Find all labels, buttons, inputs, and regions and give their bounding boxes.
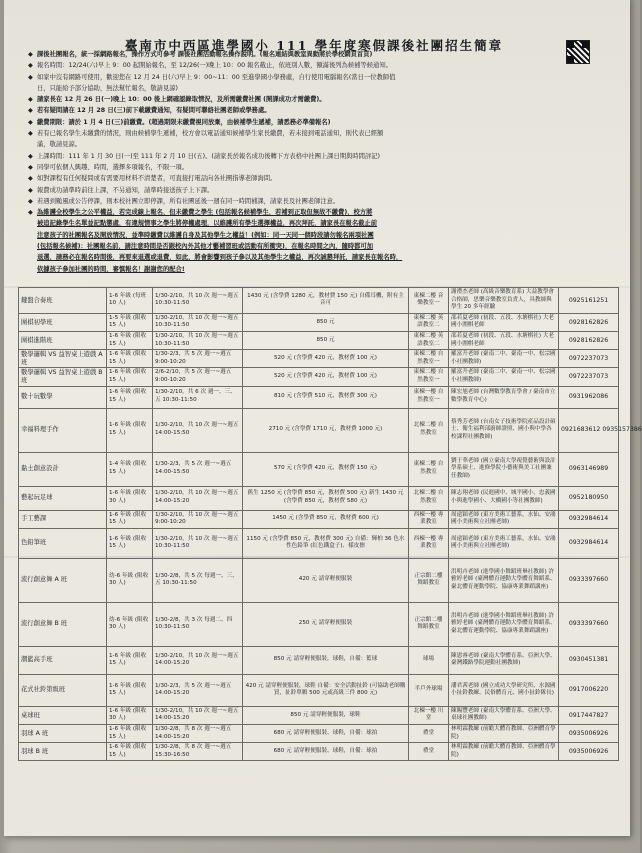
club-teacher: 陳賜豐老師 (臺南大學體育系、亞洲大學、桌球社團教師) <box>449 706 559 724</box>
club-schedule: 1/30-2/8，共 5 次 每週一、三、五 10:30-11:50 <box>153 558 243 602</box>
club-name: 色鉛筆班 <box>19 528 107 558</box>
club-name: 數學邏輯 VS 益智桌上遊戲 B 班 <box>19 368 107 386</box>
club-teacher: 林明霖教練 (前瞻大體育教師、亞洲體育學院) <box>449 743 559 761</box>
club-phone: 0930451381 <box>559 646 619 674</box>
club-name: 潮籃高手班 <box>19 646 107 674</box>
bullet-icon: ◆ <box>28 175 33 183</box>
club-schedule: 1/30-2/10，共 10 次 週一~週五 10:30-11:50 <box>153 288 243 314</box>
club-table <box>18 287 642 761</box>
club-phone: 0917006220 <box>559 674 619 706</box>
notice-item: ◆ 同學可依個人興趣、時間，選擇多項報名，不限一項。 <box>28 162 588 173</box>
table-row <box>19 706 619 724</box>
bullet-icon: ◆ <box>28 209 33 217</box>
club-grade: 1-6 年級 (每班 10 人) <box>107 288 153 314</box>
club-phone: 0935006926 <box>559 743 619 761</box>
club-grade: 1-6 年級 (限收 15 人) <box>107 724 153 742</box>
table-row <box>19 288 619 314</box>
club-phone: 0933397660 <box>559 602 619 646</box>
club-grade: 1-6 年級 (限收 15 人) <box>107 646 153 674</box>
club-name: 黏土創意設計 <box>19 452 107 486</box>
club-room: 東棟二樓 自然教室一 <box>409 368 449 386</box>
club-name: 數十玩數學 <box>19 386 107 408</box>
club-name: 圍棋初學班 <box>19 313 107 331</box>
table-row <box>19 386 619 408</box>
table-row <box>19 486 619 510</box>
club-name: 桌球班 <box>19 706 107 724</box>
club-fee: 850 元 <box>243 331 409 349</box>
club-schedule: 1/30-2/10，共 10 次 週一~週五 14:00-15:20 <box>153 706 243 724</box>
club-schedule: 1/30-2/3，共 5 次 週一~週五 14:00-15:20 <box>153 674 243 706</box>
notice-item: ◆ 課後社團報名，統一採網路報名，操作方式可參考 課後社團活動報名操作說明。(報名連結與教室異動將於學校網頁首頁) <box>28 49 588 60</box>
club-schedule: 1/30-2/8，共 8 次 週一~週五 15:30-16:50 <box>153 743 243 761</box>
club-phone: 0935006926 <box>559 724 619 742</box>
table-row <box>19 313 619 331</box>
club-grade: 1-6 年級 (限收 15 人) <box>107 510 153 528</box>
table-row <box>19 452 619 486</box>
club-fee: 2710 元 (含學費 1710 元，教材費 1000 元) <box>243 408 409 452</box>
club-grade: 1-6 年級 (限收 15 人) <box>107 408 153 452</box>
club-phone: 0931962086 <box>559 386 619 408</box>
club-teacher: 潘君茜老師 (國立成功大學研究所、水源國小扯鈴教練、民俗體育元、國小扯鈴隊長) <box>449 674 559 706</box>
club-grade: 1-6 年級 (限收 30 人) <box>107 486 153 510</box>
club-phone: 0932984614 <box>559 528 619 558</box>
club-phone: 0928162826 <box>559 313 619 331</box>
notice-item: ◆ 如對課程有任何疑問或有需要用材料不清楚者，可直接打電話向各社團指導老師詢問。 <box>28 173 588 184</box>
notice-item: 日，只能給予部分協助，無法幫忙報名，敬請見諒) <box>37 84 178 92</box>
club-teacher: 周遠穎老師 (東方美術工藝系，水仙、安鴻國小美術與立社團老師) <box>449 528 559 558</box>
club-grade: 1-6 年級 (限收 15 人) <box>107 368 153 386</box>
notice-item: 依據孩子參加社團的時間，審慎報名！謝謝您的配合! <box>37 265 185 273</box>
club-schedule: 1/30-2/10，共 6 次 週一、三、五 10:30-11:50 <box>153 386 243 408</box>
club-grade: 1-6 年級 (限收 15 人) <box>107 528 153 558</box>
flyer-paper <box>4 0 642 836</box>
club-teacher: 陳恩睿老師 (臺南大學體育系、亞洲大學、臺灣鐵路學院運動社團教師) <box>449 646 559 674</box>
club-room: 正宗館二樓 舞蹈教室 <box>409 602 449 646</box>
table-row <box>19 724 619 742</box>
club-phone: 0921683612 0935157386 <box>559 408 619 452</box>
club-teacher: 劉于華老師 (國立臺南大學視覺藝術與設計學系碩士、進修學院小藝術與美工社團兼任教師) <box>449 452 559 486</box>
notice-item: (包括報名候補)：社團報名前，請注意時間是否跟校內外其他才藝補習班或活動有所衝突)，在報名時間之內，隨時都可加 <box>37 243 374 251</box>
club-name: 流行創意舞 B 班 <box>19 602 107 646</box>
table-row <box>19 408 619 452</box>
notice-item: ◆ 上課時間：111 年 1 月 30 日(一)至 111 年 2 月 10 日(五)。(請家長於報名成功後轉下方表格中社團上課日期與時間評記) <box>28 151 588 162</box>
bullet-icon: ◆ <box>28 130 33 138</box>
club-fee: 570 元 (含學費 420 元，教材費 150 元) <box>243 452 409 486</box>
club-teacher: 羅富升老師 (臺南二中、臺南一中、松宗國小社團教師) <box>449 368 559 386</box>
club-phone: 0972237073 <box>559 350 619 368</box>
club-room: 半戶外球場 <box>409 674 449 706</box>
club-phone: 0933397660 <box>559 558 619 602</box>
club-name: 流行創意舞 A 班 <box>19 558 107 602</box>
club-phone: 0925161251 <box>559 288 619 314</box>
table-row <box>19 350 619 368</box>
club-schedule: 1/30-2/3，共 5 次 週一~週五 14:00-15:50 <box>153 452 243 486</box>
club-room: 東棟二樓 英語教室二 <box>409 331 449 349</box>
notice-item: ◆ 為維護全校學生之公平權益，若完成線上報名，但未繳費之學生 (包括報名候補學生，若補到正取但無故不繳費)，校方將 <box>28 207 588 218</box>
club-phone: 0932984614 <box>559 510 619 528</box>
notice-item: ◆ 若遇到颱風或公告停課，則本校社團立即停課，所有社團延後一週在同一時間補課，請家長及社團老師注意。 <box>28 196 588 207</box>
club-fee: 810 元 (含學費 510 元，教材費 300 元) <box>243 386 409 408</box>
club-schedule: 2/6-2/10，共 5 次 週一~週五 9:00-10:20 <box>153 368 243 386</box>
table-row <box>19 331 619 349</box>
notice-item: ◆ 請家長在 12 月 26 日(一)晚上 10：00 後上網確認錄取情況，及所需繳費社團 (開課成功才需繳費)。 <box>28 94 588 105</box>
club-fee: 520 元 (含學費 420 元，教材費 100 元) <box>243 368 409 386</box>
bullet-icon: ◆ <box>28 186 33 194</box>
club-grade: 1-4 年級 (限收 15 人) <box>107 452 153 486</box>
club-name: 花式社鈴第級班 <box>19 674 107 706</box>
club-fee: 850 元 請穿輕便服裝，球鞋，自備：籃球 <box>243 646 409 674</box>
club-table-body <box>19 288 642 761</box>
club-name: 數學邏輯 VS 益智桌上遊戲 A 班 <box>19 350 107 368</box>
club-room: 東棟二樓 自然教室 <box>409 452 449 486</box>
club-schedule: 1/30-2/10，共 10 次 週一~週五 10:30-11:50 <box>153 313 243 331</box>
table-row <box>19 674 619 706</box>
club-schedule: 1/30-2/10，共 10 次 週一~週五 9:00-10:20 <box>153 510 243 528</box>
club-schedule: 1/30-2/10，共 10 次 週一~週五 14:00-15:50 <box>153 408 243 452</box>
bullet-icon: ◆ <box>28 96 33 104</box>
club-teacher: 蔡秀芳老師 (台南女子技術學院產品設計碩士、衛生福利部廚師證照、國小與中學各校課程社團教師) <box>449 408 559 452</box>
club-fee: 420 元 請穿輕便服裝 <box>243 558 409 602</box>
table-row <box>19 602 619 646</box>
notice-item: 退選，請務必在報名時間後，再要來退選或退費，如此，將會影響到孩子參以及其他學生之權益，再次誠懇拜託，請家長在報名時， <box>37 254 403 262</box>
club-room: 正宗館二樓 舞蹈教室 <box>409 558 449 602</box>
club-room: 東棟二樓 自然教室一 <box>409 350 449 368</box>
club-teacher: 羅富升老師 (臺南二中、臺南一中、松宗國小社團教師) <box>449 350 559 368</box>
club-teacher: 林明霖教練 (前瞻大體育教師、亞洲體育學院) <box>449 724 559 742</box>
club-fee: 1450 元 (含學費 850 元，教材費 600 元) <box>243 510 409 528</box>
club-teacher: 周遠穎老師 (東方美術工藝系，水仙、安鴻國小美術與立社團老師) <box>449 510 559 528</box>
club-schedule: 1/30-2/8，共 8 次 週一~週五 14:00-15:20 <box>153 724 243 742</box>
club-room: 北棟二樓 自然教室 <box>409 408 449 452</box>
club-grade: 1-6 年級 (限收 15 人) <box>107 743 153 761</box>
club-room: 禮堂 <box>409 724 449 742</box>
club-teacher: 陳志翔老師 (民進國中、城平國小、忠義國小與進學國小、大橋國小等社團教師) <box>449 486 559 510</box>
club-room: 西棟一樓 專業教室 <box>409 510 449 528</box>
bullet-icon: ◆ <box>28 62 33 70</box>
club-teacher: 邵若夏老師 (初段、五段、水塘棋社) 大老國小圍棋老師 <box>449 331 559 349</box>
club-teacher: 邵若夏老師 (初段、五段、水塘棋社) 大老國小圍棋老師 <box>449 313 559 331</box>
club-phone: 0963146989 <box>559 452 619 486</box>
club-fee: 舊生 1250 元 (含學費 850 元，教材費 500 元) 新生 1430 元 (含學費 850 元，教材費 580 元) <box>243 486 409 510</box>
notice-item: ◆ 如家中沒有網路可使用，歡迎您在 12 月 24 日(六)早上 9：00~11：00 至進學國小學務處，自行使用電腦報名(當日一位教師值 <box>28 72 588 83</box>
bullet-icon: ◆ <box>28 163 33 171</box>
notice-item: ◆ 繳費期限：請於 1 月 4 日(三)前繳費。(超過期限未繳費視同放棄，由候補學生遞補，請悉務必準備報名) <box>28 117 588 128</box>
club-fee: 850 元 <box>243 313 409 331</box>
club-room: 北棟二樓 自然教室 <box>409 486 449 510</box>
table-row <box>19 528 619 558</box>
club-grade: 1-6 年級 (限收 15 人) <box>107 386 153 408</box>
bullet-icon: ◆ <box>28 118 33 126</box>
club-room: 東棟二樓 英語教室二 <box>409 313 449 331</box>
club-schedule: 1/30-2/10，共 10 次 週一~週五 10:30-11:50 <box>153 331 243 349</box>
notice-item: ◆ 報費成功請準時前往上課，不另通知，請準時接送孩子上下課。 <box>28 185 588 196</box>
club-grade: 1-6 年級 (限收 15 人) <box>107 674 153 706</box>
bullet-icon: ◆ <box>28 73 33 81</box>
club-room: 北棟一樓 川堂 <box>409 706 449 724</box>
bullet-icon: ◆ <box>28 51 33 58</box>
club-fee: 850 元 請穿輕便服裝，球鞋 <box>243 706 409 724</box>
club-schedule: 1/30-2/10，共 10 次 週一~週五 14:00-15:20 <box>153 486 243 510</box>
club-phone: 0917447827 <box>559 706 619 724</box>
club-fee: 250 元 請穿輕便服裝 <box>243 602 409 646</box>
table-row <box>19 368 619 386</box>
bullet-icon: ◆ <box>28 107 33 115</box>
club-name: 鍵盤合奏班 <box>19 288 107 314</box>
table-row <box>19 646 619 674</box>
notice-item: 滿，敬請見諒。 <box>37 141 82 149</box>
notice-item: ◆ 若有已報名學生未繳費的情況，則由候補學生遞補，校方會以電話通知候補學生家長繳費，若未接到電話通知，則代表已經額 <box>28 128 588 139</box>
notice-item: ◆ 報名時間：12/24(六)早上 9：00 起開始報名，至 12/26(一)晚上 10：00 報名截止，依班別人數，額滿後列為候補等候通知。 <box>28 60 588 71</box>
club-name: 圍棋進階班 <box>19 331 107 349</box>
club-teacher: 洪明卉老師 (進學國小舞蹈班畢社教師) 許雅婷老師 (臺灣體育運動大學體育舞蹈系、臺北體育運動學院、協康專業舞蹈講座) <box>449 602 559 646</box>
table-row <box>19 510 619 528</box>
club-grade: 幼-6 年級 (限收 30 人) <box>107 602 153 646</box>
club-grade: 1-6 年級 (限收 30 人) <box>107 706 153 724</box>
club-phone: 0972237073 <box>559 368 619 386</box>
club-schedule: 1/30-2/8，共 3 次 每週二、四 10:30-11:50 <box>153 602 243 646</box>
club-fee: 420 元 請穿輕便服裝，球鞋 自備：安全活動扯鈴 (可協助老師購買，扯鈴單顆 500 元或高級三件 800 元) <box>243 674 409 706</box>
club-room: 東棟一樓 自然教室一 <box>409 386 449 408</box>
club-phone: 0952180950 <box>559 486 619 510</box>
club-name: 藝起玩足球 <box>19 486 107 510</box>
club-grade: 1-6 年級 (限收 15 人) <box>107 331 153 349</box>
club-fee: 1150 元 (含學費 850 元，教材費 300 元) 自備：輝柏 36 色水性色鉛筆 (紅色鐵盒子)、樣皮擦 <box>243 528 409 558</box>
bullet-icon: ◆ <box>28 197 33 205</box>
club-fee: 520 元 (含學費 420 元，教材費 100 元) <box>243 350 409 368</box>
notice-item: ◆ 若有疑問請在 12 月 28 日(三)前下載繳費通知，有疑問可聯絡社團老師或學務處。 <box>28 105 588 116</box>
table-row <box>19 743 619 761</box>
club-room: 西棟一樓 專業教室 <box>409 528 449 558</box>
club-teacher: 陳宏旭老師 (台灣數學教育學會 / 臺南市立數學教育中心) <box>449 386 559 408</box>
table-row <box>19 558 619 602</box>
notice-list <box>28 49 588 275</box>
notice-item: 被追記錄學生名單並記點懲處，有違規情事之學生將停權處理，以維護所有學生選擇權益，再次拜託，請家長在報名截止前 <box>37 220 378 228</box>
club-schedule: 1/30-2/3，共 5 次 週一~週五 9:00-10:20 <box>153 350 243 368</box>
club-room: 球場 <box>409 646 449 674</box>
notice-item: 注意孩子的社團報名及開放情況，並準時繳費以維護自身及其他學生之權益！(例如：同一天同一個時段請勿報名兩項社團 <box>37 231 374 239</box>
bullet-icon: ◆ <box>28 152 33 160</box>
club-grade: 幼-6 年級 (限收 30 人) <box>107 558 153 602</box>
club-grade: 1-5 年級 (限收 15 人) <box>107 313 153 331</box>
club-name: 羽球 A 班 <box>19 724 107 742</box>
club-fee: 680 元 請穿輕便服裝、球鞋，自備：球拍 <box>243 724 409 742</box>
club-name: 羽球 B 班 <box>19 743 107 761</box>
club-schedule: 1/30-2/10，共 10 次 週一~週五 10:30-11:50 <box>153 528 243 558</box>
club-phone: 0928162826 <box>559 331 619 349</box>
club-fee: 1430 元 (含學費 1280 元，教材費 150 元) 自備耳機，附有主音可 <box>243 288 409 314</box>
club-teacher: 謝禮杰老師 (高級音樂教育系) 大益教學會合格師，思樂音樂教室負責人，具教師與學生 20 多年經驗 <box>449 288 559 314</box>
club-room: 東棟二樓 音樂教室一 <box>409 288 449 314</box>
club-grade: 1-6 年級 (限收 15 人) <box>107 350 153 368</box>
club-room: 禮堂 <box>409 743 449 761</box>
club-fee: 680 元 請穿輕便服裝、球鞋，自備：球拍 <box>243 743 409 761</box>
club-name: 幸福料理手作 <box>19 408 107 452</box>
club-name: 手工藝課 <box>19 510 107 528</box>
flyer-title: 臺南市中西區進學國小 111 學年度寒假課後社團招生簡章 <box>124 38 504 53</box>
club-schedule: 1/30-2/10，共 10 次 週一~週五 14:00-15:20 <box>153 646 243 674</box>
club-teacher: 洪明卉老師 (進學國小舞蹈班畢社教師) 許雅婷老師 (臺灣體育運動大學體育舞蹈系、臺北體育運動學院、協康專業舞蹈講座) <box>449 558 559 602</box>
